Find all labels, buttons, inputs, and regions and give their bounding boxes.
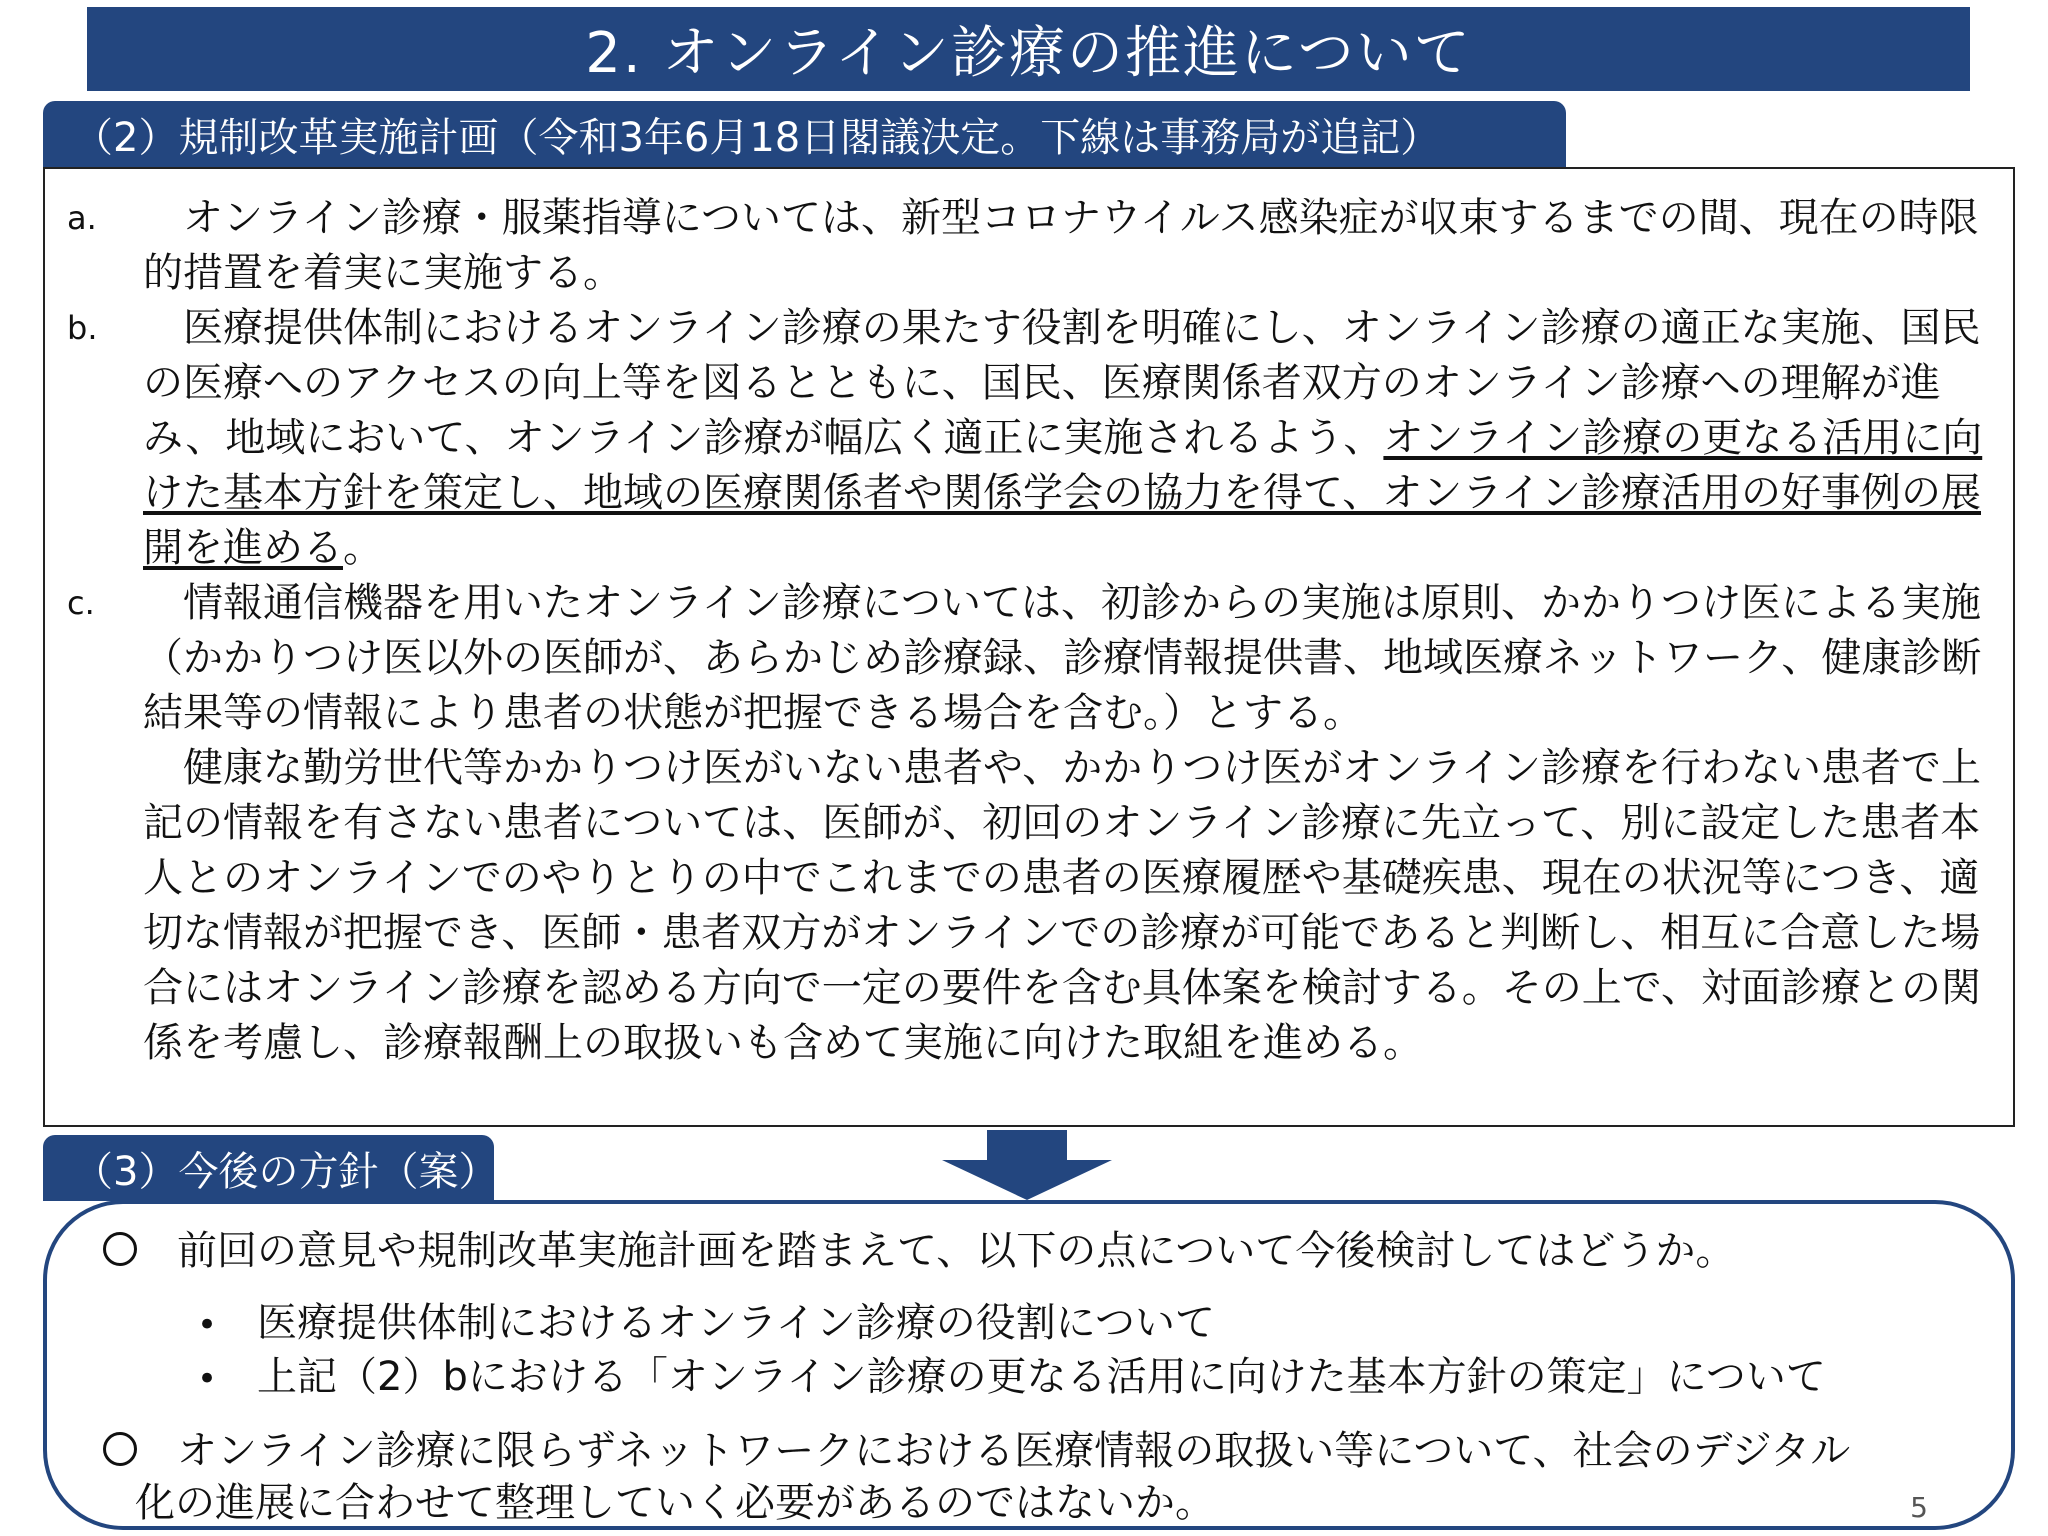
item-c-paragraph-2: 健康な勤労世代等かかりつけ医がいない患者や、かかりつけ医がオンライン診療を行わない患者で上記の情報を有さない患者については、医師が、初回のオンライン診療に先立って、別に設定した患者本人とのオンラインでのやりとりの中でこれまでの患者の医療履歴や基礎疾患、現在の状況等につき、適切な情報が把握でき、医師・患者双方がオンラインでの診療が可能であると判断し、相互に合意した場合にはオンライン診療を認める方向で一定の要件を含む具体案を検討する。その上で、対面診療との関係を考慮し、診療報酬上の取扱いも含めて実施に向けた取組を進める。: [143, 745, 1981, 1066]
item-marker: a.: [67, 199, 97, 237]
item-b-text-plain: 医療提供体制におけるオンライン診療の果たす役割を明確にし、オンライン診療の適正な実施、国民の医療へのアクセスの向上等を図るとともに、国民、医療関係者双方のオンライン診療への理解が進み、地域において、オンライン診療が幅広く適正に実施されるよう、: [143, 305, 1981, 461]
policy-bullet-text: 上記（2）bにおける「オンライン診療の更なる活用に向けた基本方針の策定」について: [257, 1354, 1826, 1400]
item-b-underlined-text: オンライン診療の更なる活用に向けた基本方針を策定し、地域の医療関係者や関係学会の協力を得て、オンライン診療活用の好事例の展開を進める: [143, 415, 1983, 571]
page-title: 2. オンライン診療の推進について: [87, 7, 1970, 91]
policy-point-2: [103, 1424, 1850, 1479]
item-a-text: オンライン診療・服薬指導については、新型コロナウイルス感染症が収束するまでの間、現在の時限的措置を着実に実施する。: [143, 195, 1979, 296]
item-b-text-end: 。: [343, 525, 383, 571]
section-3-heading: （3）今後の方針（案）: [43, 1135, 494, 1201]
item-marker: c.: [67, 584, 95, 622]
item-body: [143, 191, 1995, 301]
bullet-icon: •: [197, 1359, 218, 1399]
bullet-icon: •: [197, 1305, 218, 1345]
item-body: [143, 576, 1995, 1071]
policy-point-1: [103, 1224, 1735, 1279]
circle-marker-icon: [103, 1432, 137, 1466]
item-marker: b.: [67, 309, 98, 347]
policy-bullet: [197, 1350, 1826, 1407]
policy-bullet-text: 医療提供体制におけるオンライン診療の役割について: [257, 1300, 1215, 1346]
policy-point-1-text: 前回の意見や規制改革実施計画を踏まえて、以下の点について今後検討してはどうか。: [177, 1228, 1736, 1274]
policy-point-2-continued: 化の進展に合わせて整理していく必要があるのではないか。: [135, 1480, 1215, 1526]
regulation-plan-box: [43, 167, 2015, 1127]
down-arrow-icon: [942, 1130, 1112, 1200]
circle-marker-icon: [103, 1232, 137, 1266]
item-c-paragraph-1: 情報通信機器を用いたオンライン診療については、初診からの実施は原則、かかりつけ医による実施（かかりつけ医以外の医師が、あらかじめ診療録、診療情報提供書、地域医療ネットワーク、健康診断結果等の情報により患者の状態が把握できる場合を含む。）とする。: [143, 580, 1982, 736]
item-b-text: [143, 301, 1995, 576]
section-2-heading: （2）規制改革実施計画（令和3年6月18日閣議決定。下線は事務局が追記）: [43, 101, 1566, 167]
future-policy-box: [43, 1200, 2015, 1530]
policy-point-2-text: オンライン診療に限らずネットワークにおける医療情報の取扱い等について、社会のデジタル: [177, 1428, 1851, 1474]
policy-bullet: [197, 1296, 1215, 1353]
item-body: [143, 301, 1995, 576]
page-number: 5: [1910, 1491, 1928, 1524]
